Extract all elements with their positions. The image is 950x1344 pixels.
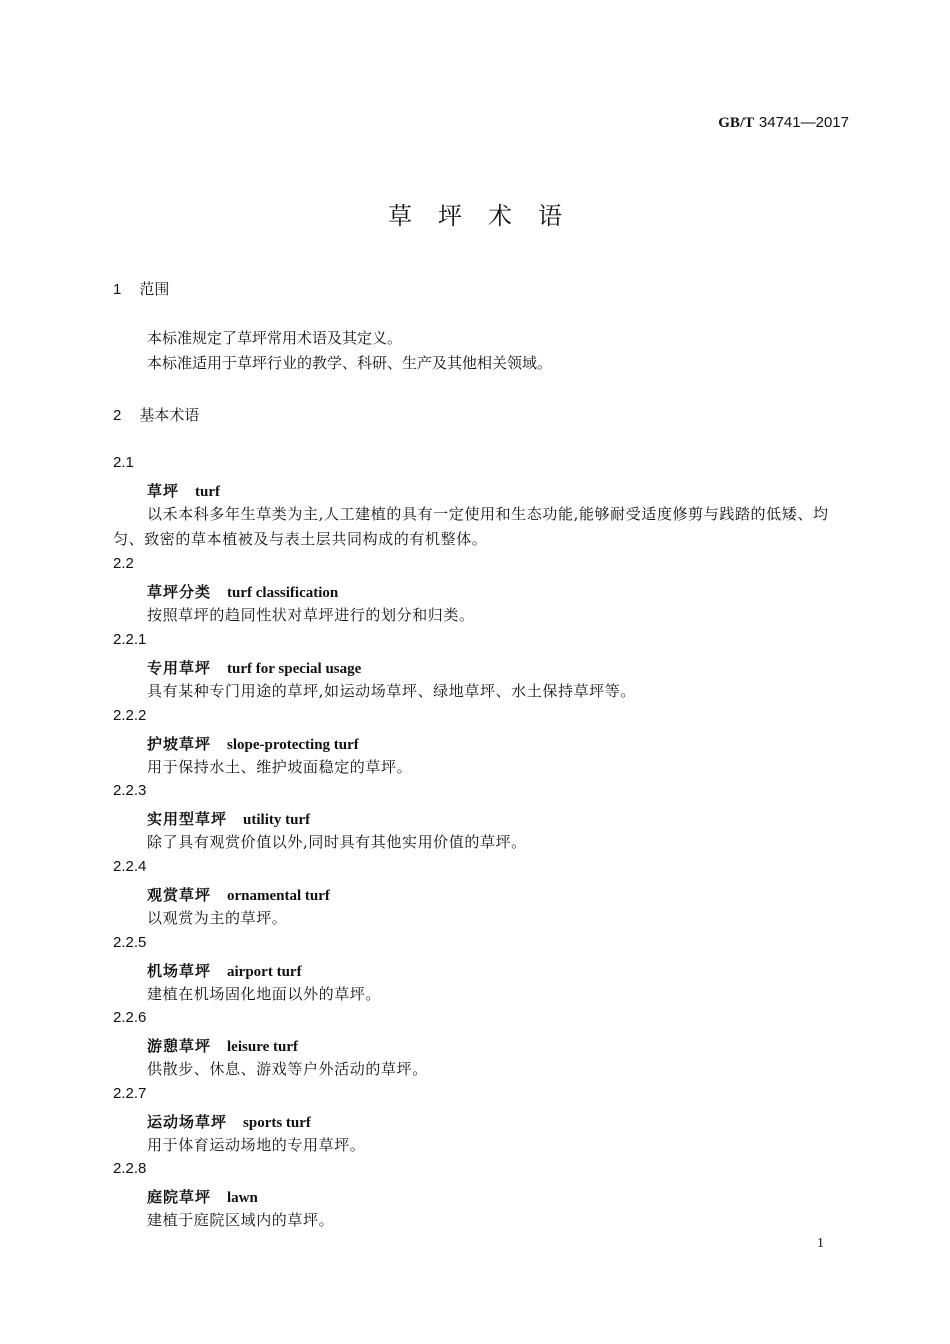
term-definition: 用于保持水土、维护坡面稳定的草坪。 <box>147 758 413 776</box>
term-number: 2.2.8 <box>113 1160 147 1177</box>
section-title: 范围 <box>139 280 170 298</box>
term-definition: 用于体育运动场地的专用草坪。 <box>147 1136 366 1154</box>
section-number: 1 <box>113 281 122 298</box>
section-heading-basic-terms <box>113 404 199 425</box>
term-zh: 护坡草坪 <box>147 735 212 753</box>
term-name <box>147 960 302 981</box>
term-zh: 专用草坪 <box>147 659 212 677</box>
term-en: airport turf <box>227 964 302 980</box>
term-number: 2.2.2 <box>113 707 147 724</box>
term-en: turf <box>195 484 221 500</box>
standard-prefix: GB/T <box>718 115 755 131</box>
term-number: 2.2.4 <box>113 858 147 875</box>
term-number: 2.2 <box>113 555 134 572</box>
document-title: 草坪术语 <box>388 202 588 230</box>
term-definition: 供散步、休息、游戏等户外活动的草坪。 <box>147 1060 428 1078</box>
term-name <box>147 884 330 905</box>
term-en: sports turf <box>243 1115 311 1131</box>
term-definition: 建植在机场固化地面以外的草坪。 <box>147 985 382 1003</box>
scope-paragraph-2: 本标准适用于草坪行业的教学、科研、生产及其他相关领域。 <box>147 354 553 372</box>
standard-number: 34741—2017 <box>758 114 849 131</box>
term-zh: 实用型草坪 <box>147 810 228 828</box>
term-name <box>147 808 310 829</box>
term-number: 2.2.6 <box>113 1009 147 1026</box>
term-number: 2.2.3 <box>113 782 147 799</box>
term-zh: 观赏草坪 <box>147 886 212 904</box>
section-heading-scope <box>113 278 169 299</box>
section-number: 2 <box>113 407 122 424</box>
page-number: 1 <box>817 1236 824 1251</box>
term-number: 2.2.5 <box>113 934 147 951</box>
section-title: 基本术语 <box>139 406 200 424</box>
term-name <box>147 1111 311 1132</box>
term-en: utility turf <box>243 812 311 828</box>
term-en: ornamental turf <box>227 888 330 904</box>
term-name <box>147 581 338 602</box>
term-zh: 运动场草坪 <box>147 1113 228 1131</box>
term-zh: 草坪分类 <box>147 583 212 601</box>
term-name <box>147 733 359 754</box>
term-name <box>147 1186 258 1207</box>
term-definition: 以观赏为主的草坪。 <box>147 909 288 927</box>
term-zh: 庭院草坪 <box>147 1188 212 1206</box>
term-name <box>147 657 361 678</box>
standard-code <box>718 113 849 132</box>
term-zh: 游憩草坪 <box>147 1037 212 1055</box>
term-number: 2.2.7 <box>113 1085 147 1102</box>
scope-paragraph-1: 本标准规定了草坪常用术语及其定义。 <box>147 329 403 347</box>
term-number: 2.2.1 <box>113 631 147 648</box>
term-zh: 草坪 <box>147 482 180 500</box>
term-name <box>147 480 220 501</box>
term-en: slope-protecting turf <box>227 737 359 753</box>
term-definition: 按照草坪的趋同性状对草坪进行的划分和归类。 <box>147 606 475 624</box>
term-en: turf classification <box>227 585 339 601</box>
term-definition: 建植于庭院区域内的草坪。 <box>147 1211 335 1229</box>
term-number: 2.1 <box>113 454 134 471</box>
term-definition: 除了具有观赏价值以外,同时具有其他实用价值的草坪。 <box>147 833 527 851</box>
term-name <box>147 1035 298 1056</box>
term-definition: 以禾本科多年生草类为主,人工建植的具有一定使用和生态功能,能够耐受适度修剪与践踏的低矮、均匀、致密的草本植被及与表土层共同构成的有机整体。 <box>113 505 829 548</box>
term-en: lawn <box>227 1190 258 1206</box>
term-en: turf for special usage <box>227 661 362 677</box>
term-definition: 具有某种专门用途的草坪,如运动场草坪、绿地草坪、水土保持草坪等。 <box>147 682 636 700</box>
term-zh: 机场草坪 <box>147 962 212 980</box>
term-en: leisure turf <box>227 1039 298 1055</box>
